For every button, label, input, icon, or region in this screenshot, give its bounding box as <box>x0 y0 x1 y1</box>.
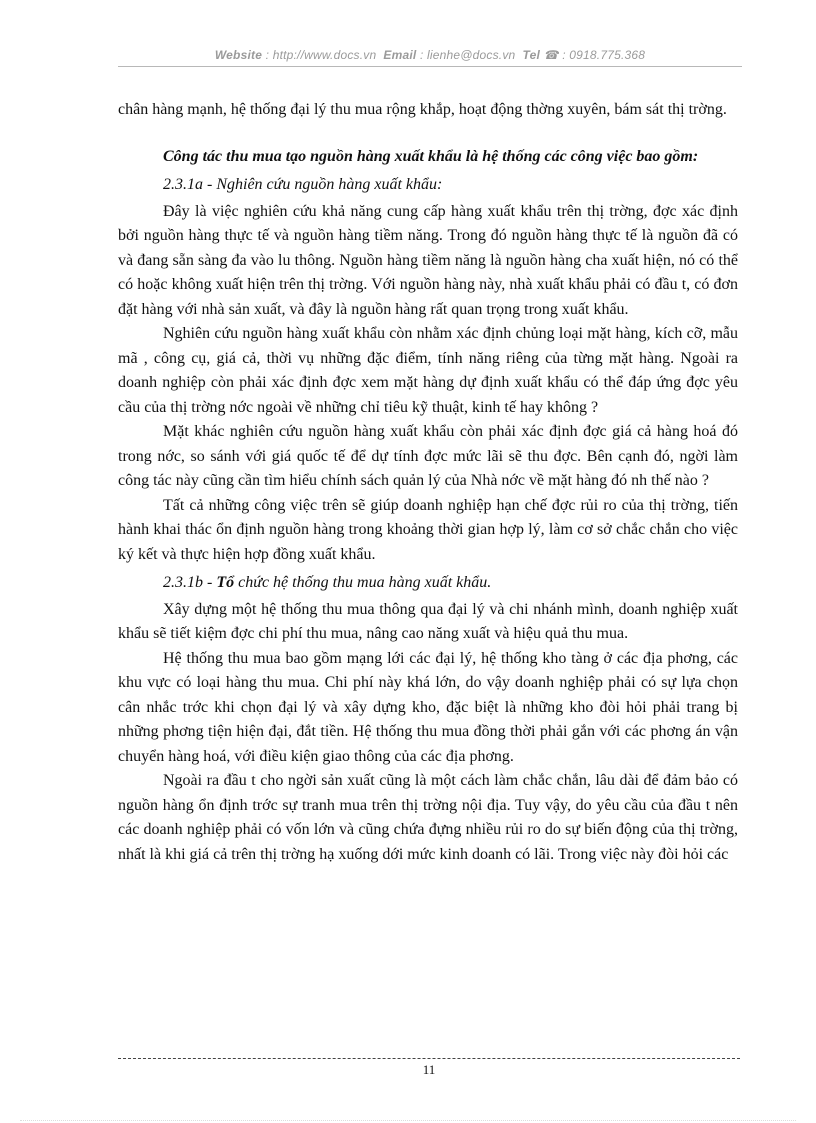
page-number: 11 <box>422 1062 436 1077</box>
paragraph: Xây dựng một hệ thống thu mua thông qua đại lý và chi nhánh mình, doanh nghiệp xuất khẩu sẽ tiết kiệm đợc chi phí thu mua, nâng cao năng xuất và hiệu quả thu mua. <box>118 600 738 642</box>
email-address[interactable]: : lienhe@docs.vn <box>419 48 516 62</box>
paragraph: Nghiên cứu nguồn hàng xuất khẩu còn nhằm xác định chủng loại mặt hàng, kích cỡ, mẫu mã , công cụ, giá cả, thời vụ những đặc điểm, tính năng riêng của từng mặt hàng. Ngoài ra doanh nghiệp còn phải xác định đợc xem mặt hàng dự định xuất khẩu có thể đáp ứng đợc yêu cầu của thị trờng nớc ngoài về những chỉ tiêu kỹ thuật, kinh tế hay không ? <box>118 325 738 416</box>
paragraph: Tất cả những công việc trên sẽ giúp doanh nghiệp hạn chế đợc rủi ro của thị trờng, tiến hành khai thác ổn định nguồn hàng trong khoảng thời gian hợp lý, làm cơ sở chắc chắn cho việc ký kết và thực hiện hợp đồng xuất khẩu. <box>118 496 738 563</box>
paragraph: Hệ thống thu mua bao gồm mạng lới các đại lý, hệ thống kho tàng ở các địa phơng, các khu vực có loại hàng thu mua. Chi phí này khá lớn, do vậy doanh nghiệp phải có sự lựa chọn cân nhắc trớc khi chọn đại lý và xây dựng kho, đặc biệt là những kho đòi hỏi phải trang bị những phơng tiện hiện đại, đắt tiền. Hệ thống thu mua đồng thời phải gắn với các phơng án vận chuyển hàng hoá, với điều kiện giao thông của các địa phơng. <box>118 649 738 765</box>
page-header <box>118 48 742 62</box>
tel-label: Tel <box>522 48 540 62</box>
footer-divider <box>118 1058 740 1059</box>
header-divider <box>118 66 742 67</box>
website-url[interactable]: : http://www.docs.vn <box>265 48 377 62</box>
document-body <box>118 98 738 867</box>
subheading-number: 2.3.1b - <box>163 574 217 591</box>
tel-number: ☎ : 0918.775.368 <box>543 48 646 62</box>
website-label: Website <box>214 48 263 62</box>
paragraph-intro: chân hàng mạnh, hệ thống đại lý thu mua rộng khắp, hoạt động thờng xuyên, bám sát thị trờng. <box>118 101 727 118</box>
subheading-bold-word: Tổ <box>216 574 235 591</box>
paragraph: Ngoài ra đầu t cho ngời sản xuất cũng là một cách làm chắc chắn, lâu dài để đảm bảo có nguồn hàng ổn định trớc sự tranh mua trên thị trờng nội địa. Tuy vậy, do yêu cầu của đầu t nên các doanh nghiệp phải có vốn lớn và cũng chứa đựng nhiều rủi ro do sự biến động của thị trờng, nhất là khi giá cả trên thị trờng hạ xuống dới mức kinh doanh có lãi. Trong việc này đòi hỏi các <box>118 772 738 863</box>
email-label: Email <box>383 48 417 62</box>
section-heading: Công tác thu mua tạo nguồn hàng xuất khẩu là hệ thống các công việc bao gồm: <box>163 147 699 165</box>
subheading-title: chức hệ thống thu mua hàng xuất khẩu. <box>234 574 492 591</box>
paragraph: Mặt khác nghiên cứu nguồn hàng xuất khẩu còn phải xác định đợc giá cả hàng hoá đó trong nớc, so sánh với giá quốc tế để dự tính đợc mức lãi sẽ thu đợc. Bên cạnh đó, ngời làm công tác này cũng cần tìm hiểu chính sách quản lý của Nhà nớc về mặt hàng đó nh thế nào ? <box>118 423 738 489</box>
paragraph: Đây là việc nghiên cứu khả năng cung cấp hàng xuất khẩu trên thị trờng, đợc xác định bởi nguồn hàng thực tế và nguồn hàng tiềm năng. Trong đó nguồn hàng thực tế là nguồn đã có và đang sẵn sàng đa vào lu thông. Nguồn hàng tiềm năng là nguồn hàng cha xuất hiện, nó có thể có hoặc không xuất hiện trên thị trờng. Với nguồn hàng này, nhà xuất khẩu phải có đầu t, có đơn đặt hàng với nhà sản xuất, và đây là nguồn hàng rất quan trọng trong xuất khẩu. <box>118 202 738 318</box>
page-bottom-edge <box>20 1120 796 1121</box>
subheading-2-3-1b <box>118 571 738 596</box>
subheading-2-3-1a: 2.3.1a - Nghiên cứu nguồn hàng xuất khẩu: <box>163 176 443 193</box>
